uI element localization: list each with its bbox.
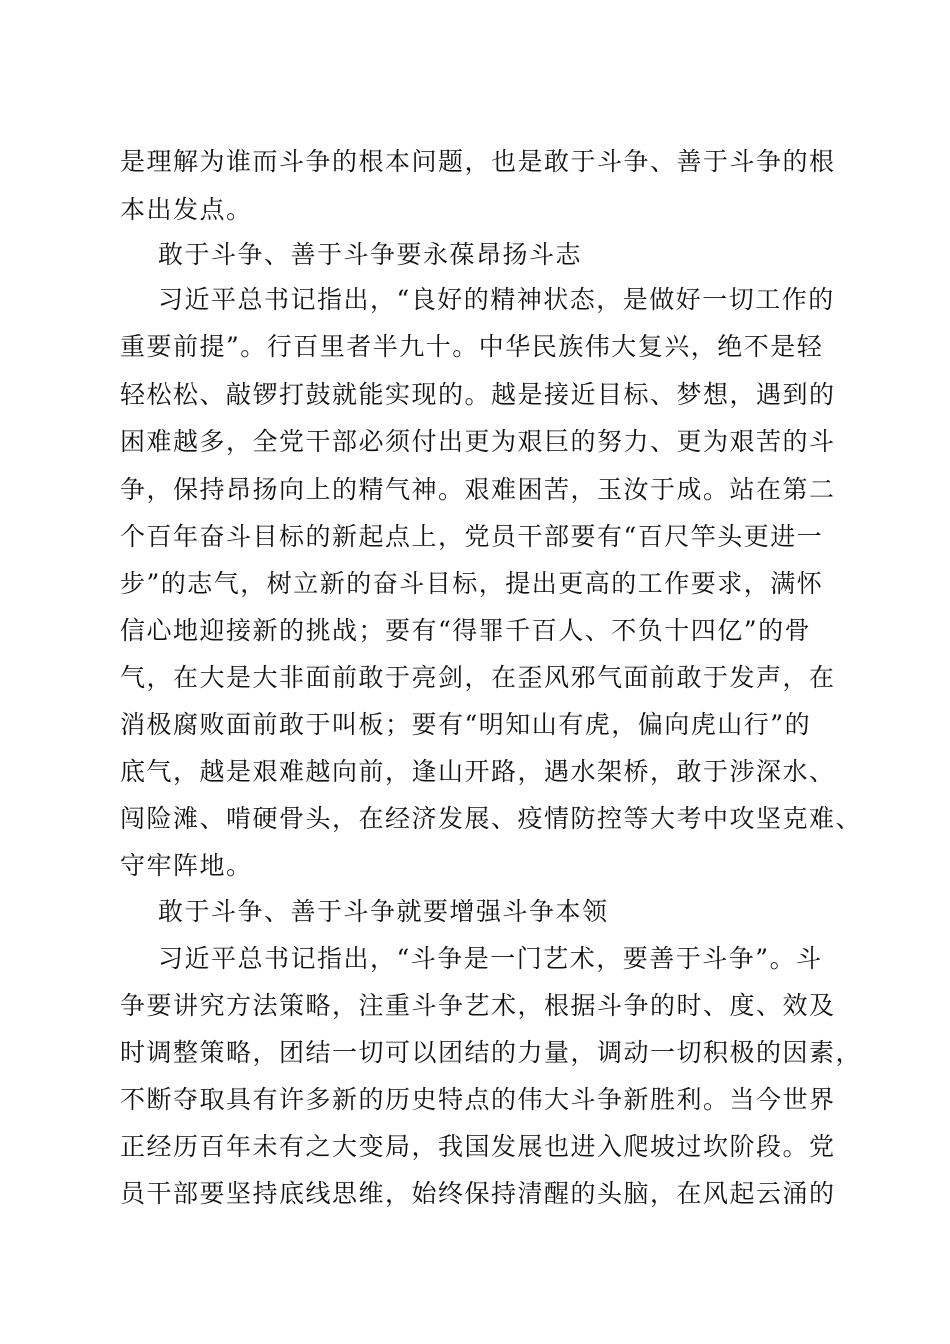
text-line: 是理解为谁而斗争的根本问题，也是敢于斗争、善于斗争的根 (120, 147, 836, 176)
text-line: 时调整策略，团结一切可以团结的力量，调动一切积极的因素， (120, 1038, 863, 1067)
text-line: 个百年奋斗目标的新起点上，党员干部要有“百尺竿头更进一 (120, 522, 824, 551)
text-line: 不断夺取具有许多新的历史特点的伟大斗争新胜利。当今世界 (120, 1085, 836, 1114)
text-line: 争要讲究方法策略，注重斗争艺术，根据斗争的时、度、效及 (120, 991, 836, 1020)
text-line: 争，保持昂扬向上的精气神。艰难困苦，玉汝于成。站在第二 (120, 475, 836, 504)
text-line: 闯险滩、啃硬骨头，在经济发展、疫情防控等大考中攻坚克难、 (120, 804, 863, 833)
text-line: 员干部要坚持底线思维，始终保持清醒的头脑，在风起云涌的 (120, 1179, 836, 1208)
text-line: 习近平总书记指出，“斗争是一门艺术，要善于斗争”。斗 (158, 944, 823, 973)
section-heading: 敢于斗争、善于斗争就要增强斗争本领 (158, 897, 609, 926)
text-line: 信心地迎接新的挑战；要有“得罪千百人、不负十四亿”的骨 (120, 616, 812, 645)
text-line: 守牢阵地。 (120, 851, 253, 880)
text-line: 气，在大是大非面前敢于亮剑，在歪风邪气面前敢于发声，在 (120, 663, 836, 692)
section-heading: 敢于斗争、善于斗争要永葆昂扬斗志 (158, 240, 583, 269)
text-line: 消极腐败面前敢于叫板；要有“明知山有虎，偏向虎山行”的 (120, 710, 812, 739)
text-line: 本出发点。 (120, 195, 253, 224)
text-line: 困难越多，全党干部必须付出更为艰巨的努力、更为艰苦的斗 (120, 427, 836, 456)
text-line: 习近平总书记指出，“良好的精神状态，是做好一切工作的 (158, 285, 835, 314)
text-line: 步”的志气，树立新的奋斗目标，提出更高的工作要求，满怀 (120, 569, 824, 598)
text-line: 正经历百年未有之大变局，我国发展也进入爬坡过坎阶段。党 (120, 1132, 836, 1161)
text-line: 轻松松、敲锣打鼓就能实现的。越是接近目标、梦想，遇到的 (120, 380, 836, 409)
text-line: 重要前提”。行百里者半九十。中华民族伟大复兴，绝不是轻 (120, 332, 824, 361)
text-line: 底气，越是艰难越向前，逢山开路，遇水架桥，敢于涉深水、 (120, 757, 836, 786)
